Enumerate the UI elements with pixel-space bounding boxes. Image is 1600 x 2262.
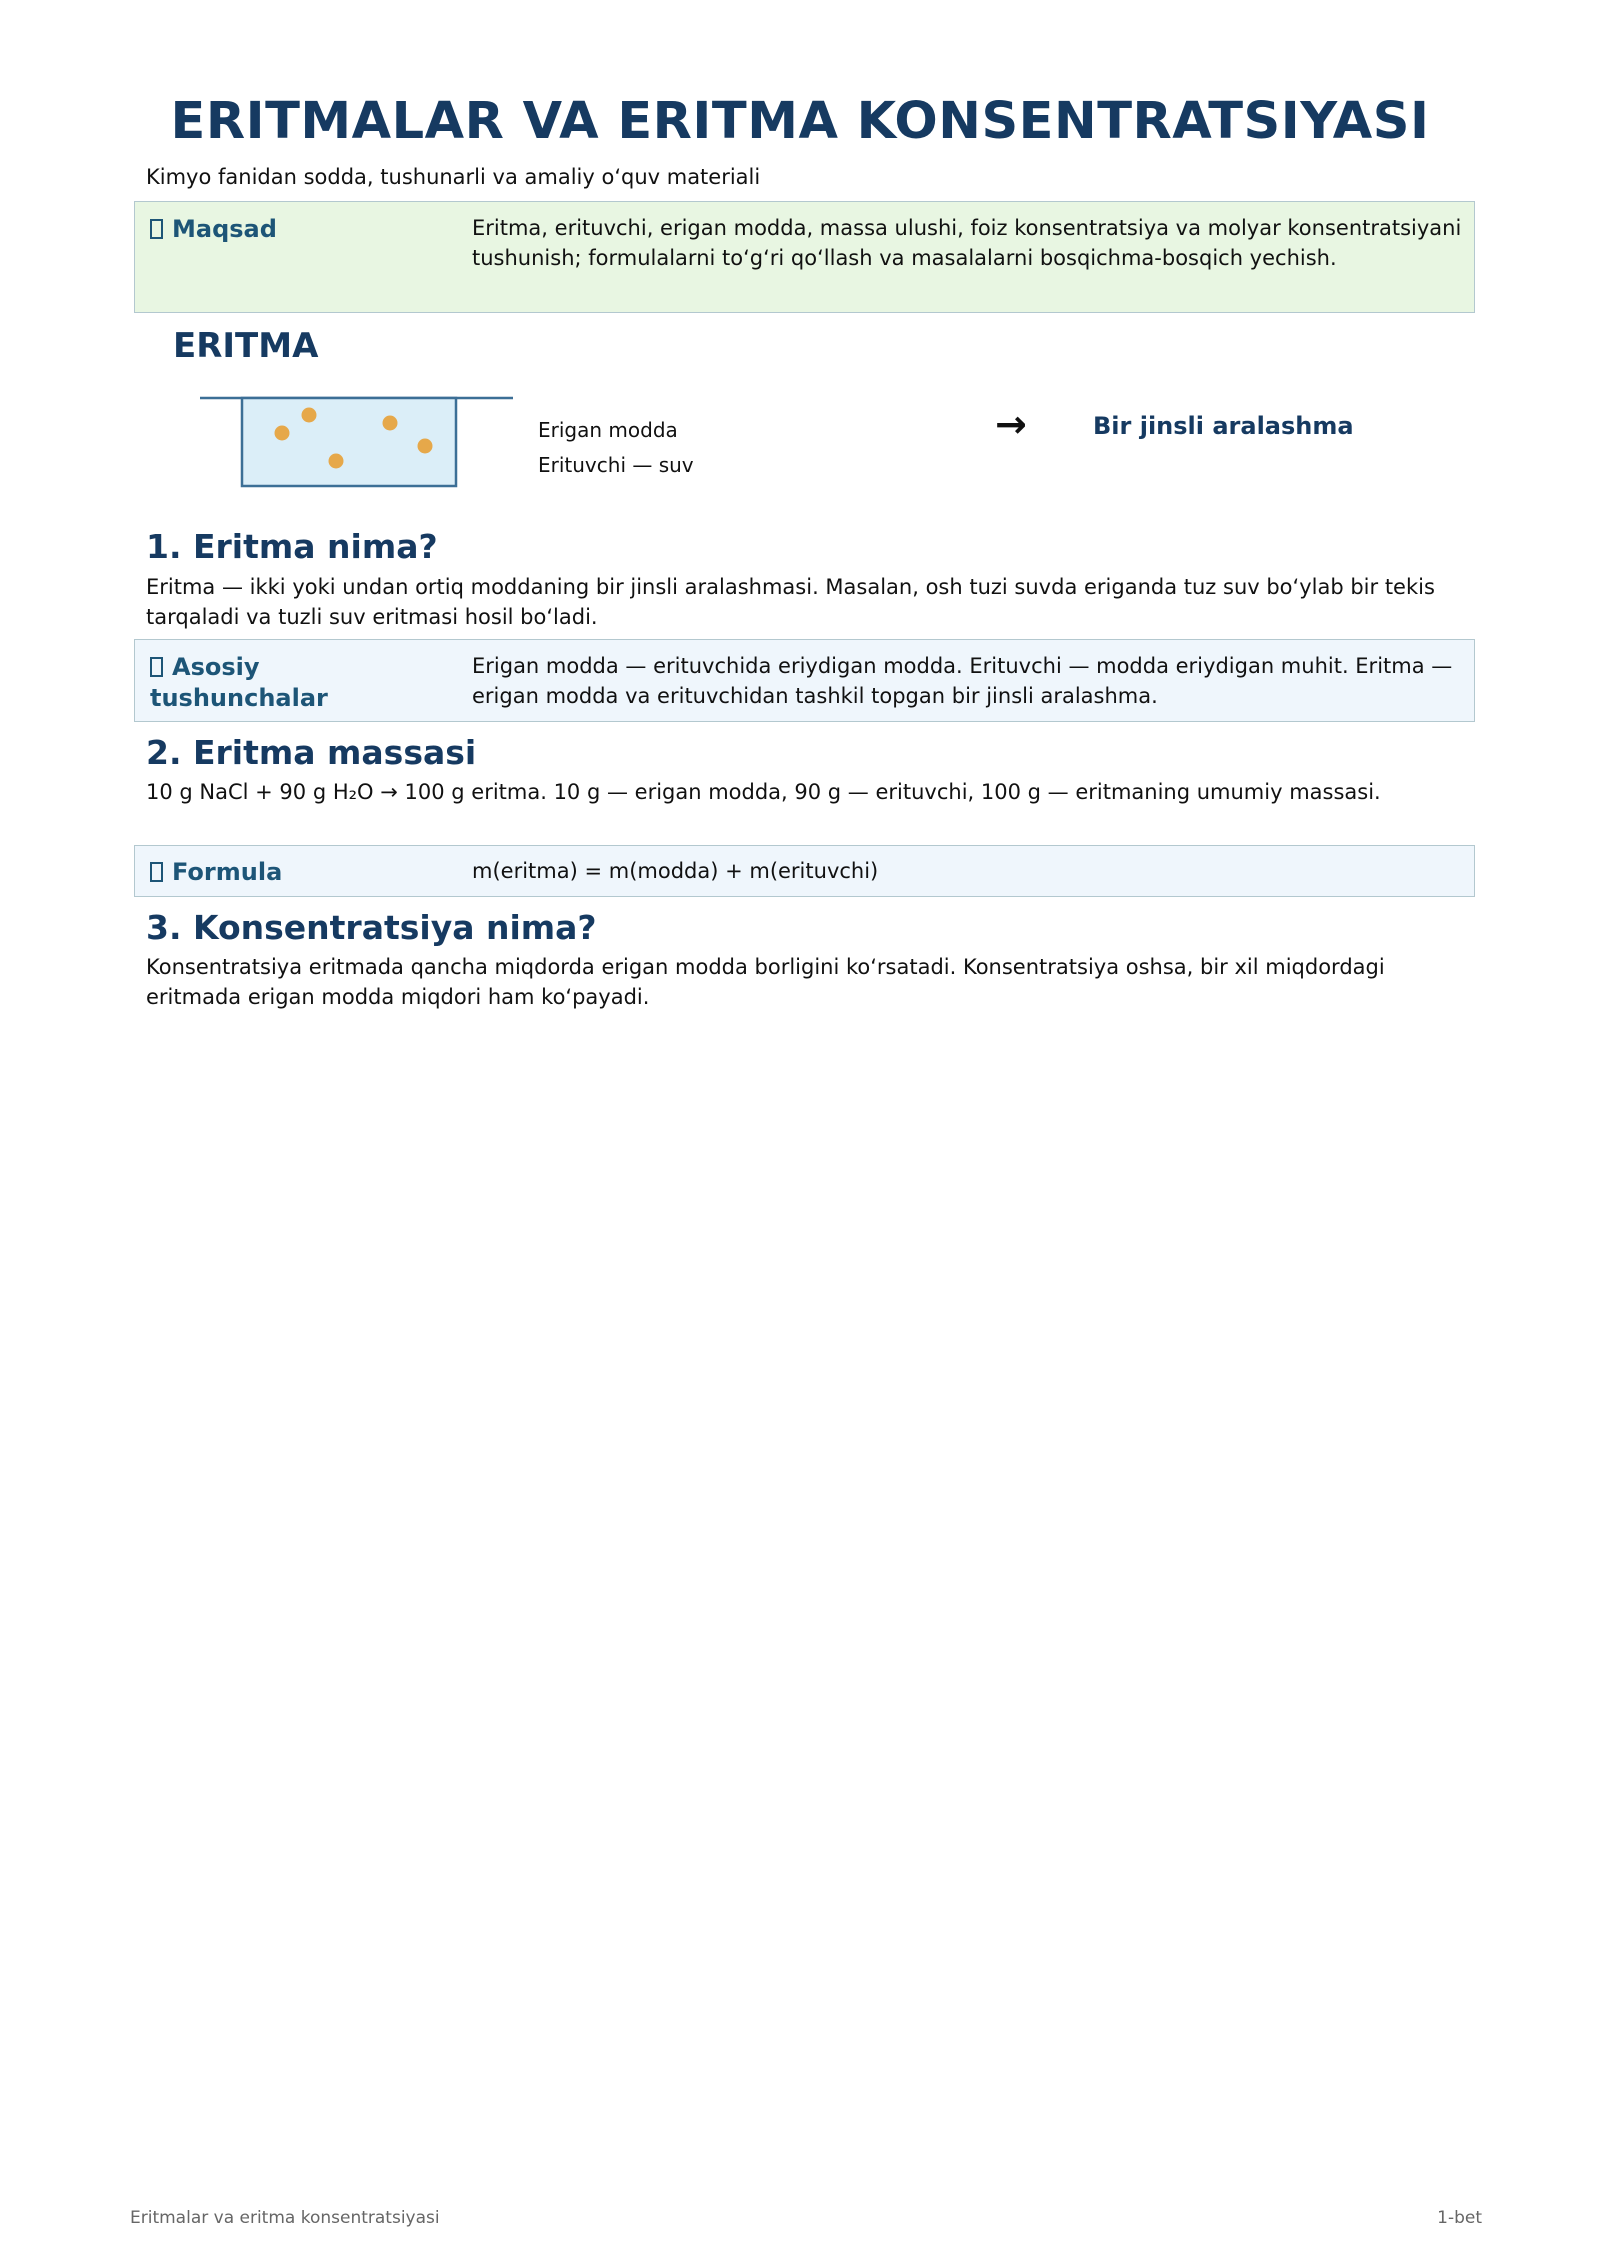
- diagram-result: Bir jinsli aralashma: [1093, 412, 1354, 440]
- goal-box: [134, 201, 1475, 313]
- arrow-right-icon: →: [995, 402, 1027, 446]
- beaker-illustration: [198, 390, 518, 490]
- goal-label-text: Maqsad: [172, 215, 277, 243]
- section-3-text: Konsentratsiya eritmada qancha miqdorda erigan modda borligini ko‘rsatadi. Konsentratsiya oshsa, bir xil miqdordagi eritmada erigan modda miqdori ham ko‘payadi.: [146, 955, 1385, 1009]
- formula-label-text: Formula: [172, 858, 283, 886]
- solute-particle: [329, 454, 344, 469]
- target-icon: [150, 219, 163, 239]
- key-icon: [150, 657, 163, 677]
- solute-particle: [383, 416, 398, 431]
- goal-text: Eritma, erituvchi, erigan modda, massa ulushi, foiz konsentratsiya va molyar konsentratsiyani tushunish; formulalarni to‘g‘ri qo‘llash va masalalarni bosqichma-bosqich yechish.: [472, 216, 1462, 270]
- footer-title: Eritmalar va eritma konsentratsiyasi: [130, 2208, 440, 2228]
- formula-label: [150, 857, 450, 888]
- concepts-text: Erigan modda — erituvchida eriydigan modda. Erituvchi — modda eriydigan muhit. Eritma — erigan modda va erituvchidan tashkil topgan bir jinsli aralashma.: [472, 654, 1453, 708]
- formula-icon: [150, 862, 163, 882]
- solute-label: Erigan modda: [538, 418, 678, 442]
- section-1-text: Eritma — ikki yoki undan ortiq moddaning bir jinsli aralashmasi. Masalan, osh tuzi suvda eriganda tuz suv bo‘ylab bir tekis tarqaladi va tuzli suv eritmasi hosil bo‘ladi.: [146, 575, 1435, 629]
- solute-particle: [302, 408, 317, 423]
- section-2-heading: 2. Eritma massasi: [146, 733, 477, 772]
- page-subtitle: Kimyo fanidan sodda, tushunarli va amaliy o‘quv materiali: [146, 165, 761, 189]
- formula-text: m(eritma) = m(modda) + m(erituvchi): [472, 859, 879, 883]
- section-1-heading: 1. Eritma nima?: [146, 527, 438, 566]
- concepts-box: [134, 639, 1475, 722]
- section-2-text: 10 g NaCl + 90 g H₂O → 100 g eritma. 10 g — erigan modda, 90 g — erituvchi, 100 g — eritmaning umumiy massasi.: [146, 780, 1381, 804]
- concepts-label: [150, 652, 380, 714]
- goal-label: [150, 214, 450, 245]
- solute-particle: [418, 439, 433, 454]
- section-3-heading: 3. Konsentratsiya nima?: [146, 908, 597, 947]
- formula-box: [134, 845, 1475, 897]
- solvent-label: Erituvchi — suv: [538, 453, 694, 477]
- page-title: ERITMALAR VA ERITMA KONSENTRATSIYASI: [170, 92, 1430, 151]
- solute-particle: [275, 426, 290, 441]
- concepts-label-text: Asosiy tushunchalar: [150, 653, 328, 712]
- diagram-heading: ERITMA: [173, 326, 319, 366]
- page-number: 1-bet: [1437, 2208, 1482, 2228]
